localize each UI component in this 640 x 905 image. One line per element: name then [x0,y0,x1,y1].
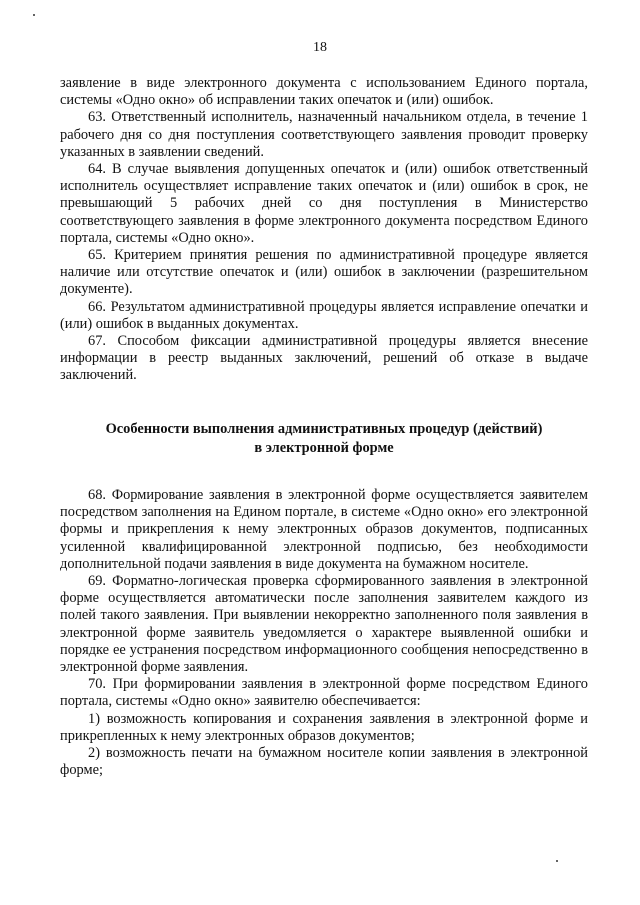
paragraph: 66. Результатом административной процедуры является исправление опечатки и (или) ошибок в выданных документах. [60,298,588,332]
paragraph: 2) возможность печати на бумажном носителе копии заявления в электронной форме; [60,745,588,779]
page-number: 18 [313,40,327,55]
paragraph: 69. Форматно-логическая проверка сформированного заявления в электронной форме осуществляется автоматически после заполнения заявителем каждого из полей такого заявления. При выявлении некорректно заполненного поля заявления в электронной форме заявитель уведомляется о характере выявленной ошибки и порядке ее устранения посредством информационного сообщения непосредственно в электронной форме заявления. [60,573,588,676]
text-block-upper [60,75,588,385]
section-heading-line: Особенности выполнения административных процедур (действий) [105,421,543,437]
paragraph: заявление в виде электронного документа с использованием Единого портала, системы «Одно окно» об исправлении таких опечаток и (или) ошибок. [60,75,588,109]
paragraph: 64. В случае выявления допущенных опечаток и (или) ошибок ответственный исполнитель осуществляет исправление таких опечаток и (или) ошибок в срок, не превышающий 5 рабочих дней со дня поступления в Министерство соответствующего заявления в форме электронного документа посредством Единого портала, системы «Одно окно». [60,161,588,246]
paragraph: 70. При формировании заявления в электронной форме посредством Единого портала, системы «Одно окно» заявителю обеспечивается: [60,676,588,710]
paragraph: 67. Способом фиксации административной процедуры является внесение информации в реестр выданных заключений, решений об отказе в выдаче заключений. [60,333,588,384]
paragraph: 1) возможность копирования и сохранения заявления в электронной форме и прикрепленных к нему электронных образов документов; [60,710,588,744]
scan-speck [33,14,35,16]
paragraph: 68. Формирование заявления в электронной форме осуществляется заявителем посредством заполнения на Едином портале, в системе «Одно окно» его электронной формы и прикрепления к нему электронных образов документов, подписанных усиленной квалифицированной электронной подписью, без необходимости дополнительной подачи заявления в виде документа на бумажном носителе. [60,487,588,572]
scan-speck [556,860,558,862]
text-block-lower [60,487,588,779]
section-heading [60,420,588,458]
section-heading-line: в электронной форме [254,440,394,456]
paragraph: 63. Ответственный исполнитель, назначенный начальником отдела, в течение 1 рабочего дня со дня поступления соответствующего заявления проводит проверку указанных в заявлении сведений. [60,109,588,160]
paragraph: 65. Критерием принятия решения по административной процедуре является наличие или отсутствие опечаток и (или) ошибок в заключении (разрешительном документе). [60,247,588,298]
